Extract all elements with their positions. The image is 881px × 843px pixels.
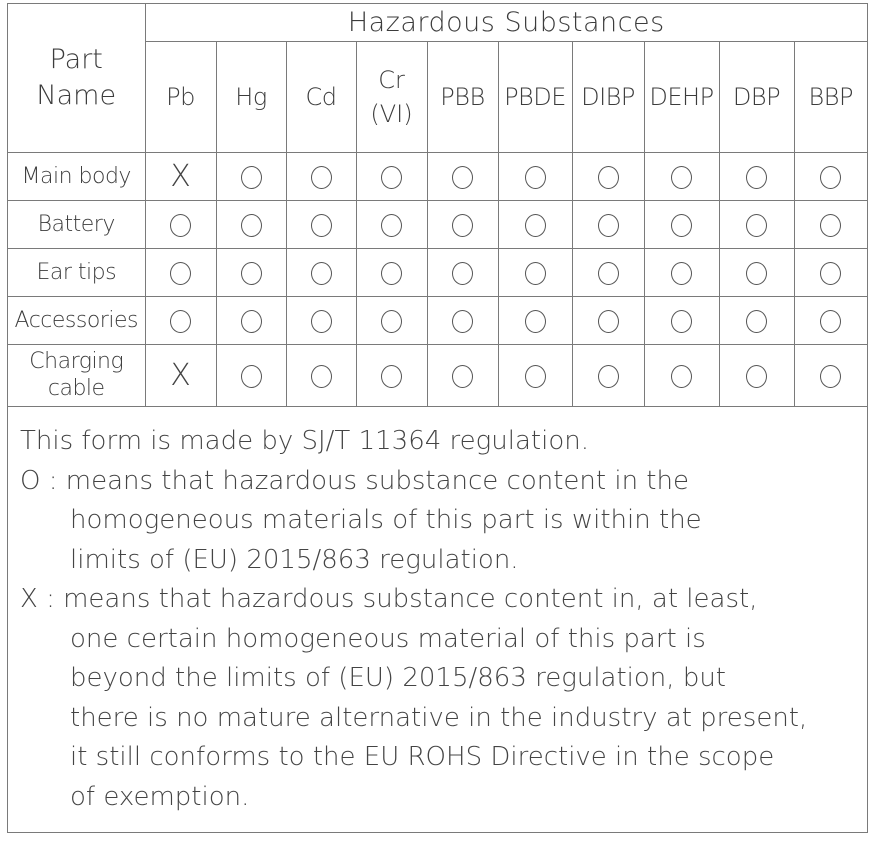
circle-mark [452, 365, 473, 388]
circle-mark [241, 310, 262, 333]
mark-cell [145, 296, 216, 344]
mark-cell [498, 248, 572, 296]
mark-cell [719, 200, 794, 248]
note-x-line6: of exemption. [70, 781, 250, 812]
circle-mark [671, 262, 692, 285]
mark-cell [719, 152, 794, 200]
mark-cell [286, 344, 356, 406]
circle-mark [381, 214, 402, 237]
mark-cell [356, 200, 427, 248]
part-name-line2: Name [36, 79, 117, 111]
mark-cell [794, 152, 867, 200]
circle-mark [452, 310, 473, 333]
x-mark: X [170, 158, 191, 194]
mark-cell [719, 344, 794, 406]
row-label-charging: Charging [29, 349, 124, 374]
circle-mark [598, 214, 619, 237]
table-row [8, 344, 867, 406]
circle-mark [598, 262, 619, 285]
note-x-line2: one certain homogeneous material of this part is [70, 623, 706, 654]
mark-cell [145, 200, 216, 248]
row-label-ear-tips: Ear tips [8, 248, 145, 296]
substance-dbp: DBP [719, 41, 794, 152]
circle-mark [598, 166, 619, 189]
note-o-line2: homogeneous materials of this part is within the [70, 505, 702, 535]
mark-cell [498, 200, 572, 248]
circle-mark [452, 166, 473, 189]
mark-cell [794, 200, 867, 248]
mark-cell [572, 152, 644, 200]
mark-cell [216, 152, 286, 200]
mark-cell [356, 152, 427, 200]
circle-mark [525, 310, 546, 333]
row-label-cable: cable [47, 376, 105, 401]
substance-cd: Cd [286, 41, 356, 152]
circle-mark [671, 365, 692, 388]
circle-mark [746, 262, 767, 285]
note-regulation: This form is made by SJ/T 11364 regulation. [20, 426, 589, 456]
substance-cr-vi [356, 41, 427, 152]
mark-cell [644, 152, 719, 200]
mark-cell [427, 200, 498, 248]
table-row [8, 296, 867, 344]
circle-mark [525, 166, 546, 189]
circle-mark [452, 214, 473, 237]
substance-pbde: PBDE [498, 41, 572, 152]
part-name-header [8, 4, 145, 152]
mark-cell [145, 344, 216, 406]
mark-cell [216, 344, 286, 406]
circle-mark [241, 365, 262, 388]
mark-cell [719, 248, 794, 296]
mark-cell [644, 296, 719, 344]
circle-mark [525, 365, 546, 388]
table-row [8, 248, 867, 296]
circle-mark [671, 166, 692, 189]
row-label-accessories: Accessories [8, 296, 145, 344]
mark-cell [427, 248, 498, 296]
circle-mark [598, 365, 619, 388]
mark-cell [794, 344, 867, 406]
circle-mark [820, 214, 841, 237]
note-x-line1: means that hazardous substance content in, at least, [63, 584, 758, 614]
circle-mark [311, 214, 332, 237]
mark-cell [427, 344, 498, 406]
circle-mark [170, 310, 191, 333]
mark-cell [286, 248, 356, 296]
circle-mark [746, 214, 767, 237]
mark-cell [145, 152, 216, 200]
note-o-line1: means that hazardous substance content in the [65, 465, 689, 496]
circle-mark [241, 214, 262, 237]
mark-cell [286, 296, 356, 344]
circle-mark [381, 166, 402, 189]
circle-mark [820, 365, 841, 388]
circle-mark [311, 310, 332, 333]
circle-mark [525, 214, 546, 237]
circle-mark [671, 214, 692, 237]
mark-cell [572, 344, 644, 406]
mark-cell [216, 296, 286, 344]
substance-bbp: BBP [794, 41, 867, 152]
circle-mark [170, 214, 191, 237]
mark-cell [286, 152, 356, 200]
circle-mark [820, 166, 841, 189]
mark-cell [356, 296, 427, 344]
mark-cell [572, 200, 644, 248]
substance-dibp: DIBP [572, 41, 644, 152]
circle-mark [381, 365, 402, 388]
substance-pbb: PBB [427, 41, 498, 152]
circle-mark [311, 262, 332, 285]
mark-cell [644, 344, 719, 406]
mark-cell [644, 248, 719, 296]
circle-mark [820, 262, 841, 285]
note-o-prefix: O : [20, 465, 66, 496]
circle-mark [746, 365, 767, 388]
mark-cell [572, 296, 644, 344]
hazardous-substances-table [8, 4, 867, 407]
note-x-line5: it still conforms to the EU ROHS Directive in the scope [70, 742, 775, 772]
circle-mark [598, 310, 619, 333]
substance-hg: Hg [216, 41, 286, 152]
legend-notes [20, 422, 860, 817]
note-x-line3: beyond the limits of (EU) 2015/863 regulation, but [70, 663, 726, 693]
mark-cell [794, 248, 867, 296]
circle-mark [311, 365, 332, 388]
mark-cell [427, 152, 498, 200]
substance-cr-suffix: (VI) [370, 99, 413, 128]
circle-mark [525, 262, 546, 285]
table-row [8, 152, 867, 200]
circle-mark [671, 310, 692, 333]
mark-cell [498, 344, 572, 406]
row-label-battery: Battery [8, 200, 145, 248]
mark-cell [356, 248, 427, 296]
mark-cell [216, 248, 286, 296]
mark-cell [216, 200, 286, 248]
circle-mark [746, 310, 767, 333]
mark-cell [286, 200, 356, 248]
circle-mark [170, 262, 191, 285]
mark-cell [356, 344, 427, 406]
note-o-line3: limits of (EU) 2015/863 regulation. [70, 544, 519, 575]
mark-cell [572, 248, 644, 296]
rohs-declaration [7, 3, 868, 833]
row-label-main-body: Main body [8, 152, 145, 200]
table-row [8, 200, 867, 248]
substance-cr: Cr [378, 65, 405, 94]
mark-cell [498, 152, 572, 200]
circle-mark [452, 262, 473, 285]
circle-mark [311, 166, 332, 189]
substance-dehp: DEHP [644, 41, 719, 152]
note-o-first-line [20, 462, 860, 502]
mark-cell [644, 200, 719, 248]
note-x-first-line [20, 580, 860, 620]
hazardous-substances-title: Hazardous Substances [145, 4, 867, 41]
row-label-charging-cable [8, 344, 145, 406]
note-x-prefix: X : [20, 584, 64, 614]
circle-mark [381, 310, 402, 333]
mark-cell [427, 296, 498, 344]
circle-mark [746, 166, 767, 189]
circle-mark [381, 262, 402, 285]
mark-cell [794, 296, 867, 344]
note-x-line4: there is no mature alternative in the industry at present, [70, 702, 808, 733]
circle-mark [241, 262, 262, 285]
substance-pb: Pb [145, 41, 216, 152]
circle-mark [241, 166, 262, 189]
mark-cell [145, 248, 216, 296]
part-name-line1: Part [49, 43, 103, 75]
mark-cell [719, 296, 794, 344]
circle-mark [820, 310, 841, 333]
mark-cell [498, 296, 572, 344]
x-mark: X [170, 357, 191, 393]
